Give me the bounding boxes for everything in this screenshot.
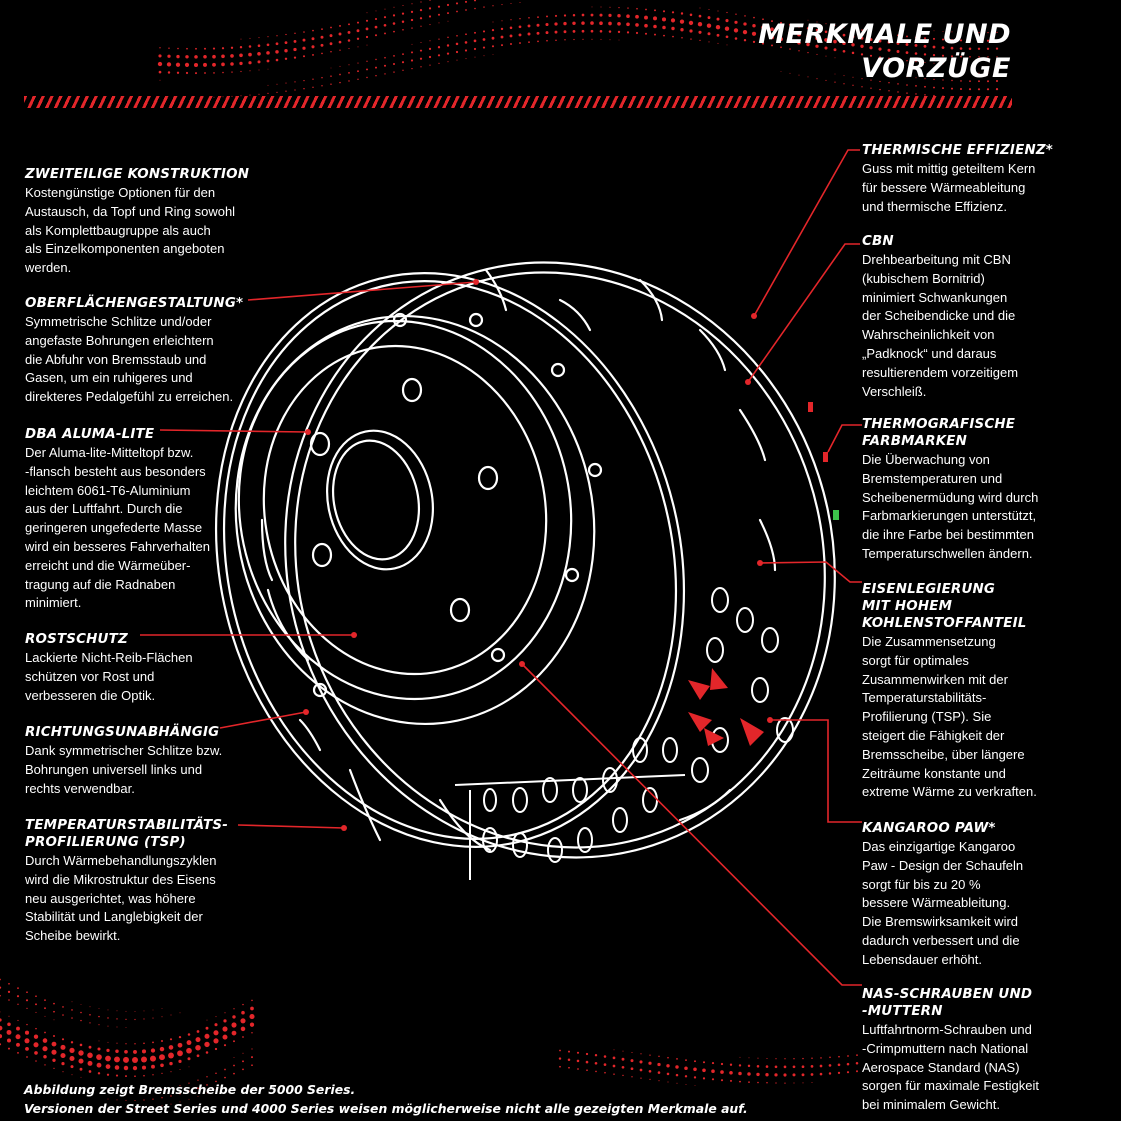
footer-line-1: Abbildung zeigt Bremsscheibe der 5000 Series.: [24, 1082, 356, 1097]
callout-dots: [303, 279, 773, 831]
aluma-lite-hat: [198, 282, 631, 757]
thermo-mark-green: [833, 510, 839, 520]
feature-thermische-effizienz: [862, 142, 1062, 216]
feature-oberflaechengestaltung: [25, 295, 250, 407]
page-title: [758, 18, 1011, 86]
feature-text: Luftfahrtnorm-Schrauben und -Crimpmuttern nach National Aerospace Standard (NAS) sorgen für maximale Festigkeit bei minimalem Gewicht.: [862, 1022, 1040, 1113]
feature-title: ZWEITEILIGE KONSTRUKTION: [25, 167, 250, 182]
feature-text: Guss mit mittig geteiltem Kern für bessere Wärmeableitung und thermische Effizienz.: [862, 161, 1036, 214]
footer-note: [24, 1080, 748, 1118]
feature-text: Durch Wärmebehandlungszyklen wird die Mikrostruktur des Eisens neu ausgerichtet, was höhere Stabilität und Langlebigkeit der Scheibe bewirkt.: [25, 853, 217, 944]
feature-title: KANGAROO PAW*: [862, 821, 996, 836]
footer-line-2: Versionen der Street Series und 4000 Series weisen möglicherweise nicht alle gezeigten Merkmale auf.: [24, 1101, 748, 1116]
feature-title: CBN: [862, 234, 894, 249]
feature-text: Der Aluma-lite-Mitteltopf bzw. -flansch besteht aus besonders leichtem 6061-T6-Aluminium aus der Luftfahrt. Durch die geringeren ungefederte Masse wird ein besseres Fahrverhalten erreicht und die Wärmeüber- tragung auf die Radnaben minimiert.: [25, 445, 210, 611]
feature-title: ROSTSCHUTZ: [25, 632, 128, 647]
feature-kangaroo-paw: [862, 820, 1062, 970]
feature-title: EISENLEGIERUNG MIT HOHEM KOHLENSTOFFANTEIL: [862, 582, 1027, 631]
feature-text: Symmetrische Schlitze und/oder angefaste Bohrungen erleichtern die Abfuhr von Bremsstaub und Gasen, um ein ruhigeres und direkteres Pedalgefühl zu erreichen.: [25, 314, 234, 405]
feature-text: Lackierte Nicht-Reib-Flächen schützen vor Rost und verbesseren die Optik.: [25, 650, 193, 703]
feature-title: THERMISCHE EFFIZIENZ*: [862, 143, 1053, 158]
feature-text: Das einzigartige Kangaroo Paw - Design der Schaufeln sorgt für bis zu 20 % bessere Wärmeableitung. Die Bremswirksamkeit wird dadurch verbessert und die Lebensdauer erhöht.: [862, 839, 1024, 967]
feature-text: Die Zusammensetzung sorgt für optimales Zusammenwirken mit der Temperaturstabilitäts- Profilierung (TSP). Sie steigert die Fähigkeit der Bremsscheibe, über längere Zeiträume konstante und extreme Wärme zu verkraften.: [862, 634, 1037, 800]
feature-title: DBA ALUMA-LITE: [25, 427, 155, 442]
hatch-divider: [24, 96, 1012, 108]
stud-hole: [403, 379, 421, 401]
feature-title: RICHTUNGSUNABHÄNGIG: [25, 725, 220, 740]
feature-zweiteilige-konstruktion: [25, 166, 250, 278]
feature-text: Dank symmetrischer Schlitze bzw. Bohrungen universell links und rechts verwendbar.: [25, 743, 223, 796]
feature-title: OBERFLÄCHENGESTALTUNG*: [25, 296, 244, 311]
feature-text: Drehbearbeitung mit CBN (kubischem Bornitrid) minimiert Schwankungen der Scheibendicke und die Wahrscheinlichkeit von „Padknock“ und daraus resultierendem vorzeitigem Verschleiß.: [862, 252, 1019, 399]
feature-richtungsunabhaengig: [25, 724, 250, 798]
feature-cbn: [862, 233, 1062, 401]
feature-text: Kostengünstige Optionen für den Austausch, da Topf und Ring sowohl als Komplettbaugruppe als auch als Einzelkomponenten angeboten werden.: [25, 185, 236, 276]
feature-text: Die Überwachung von Bremstemperaturen und Scheibenermüdung wird durch Farbmarkierungen unterstützt, die ihre Farbe bei bestimmten Temperaturschwellen ändern.: [862, 452, 1039, 561]
page-title-line-1: MERKMALE UND: [758, 19, 1011, 50]
feature-nas-schrauben: [862, 986, 1062, 1115]
thermo-mark-red: [808, 402, 813, 412]
feature-thermografische-farbmarken: [862, 416, 1062, 564]
feature-title: THERMOGRAFISCHE FARBMARKEN: [862, 417, 1016, 449]
page-title-line-2: VORZÜGE: [861, 53, 1011, 84]
feature-dba-aluma-lite: [25, 426, 250, 613]
feature-tsp: [25, 817, 250, 946]
feature-title: NAS-SCHRAUBEN UND -MUTTERN: [862, 987, 1033, 1019]
feature-eisenlegierung: [862, 581, 1062, 802]
feature-title: TEMPERATURSTABILITÄTS- PROFILIERUNG (TSP): [25, 818, 228, 850]
feature-rostschutz: [25, 631, 250, 705]
